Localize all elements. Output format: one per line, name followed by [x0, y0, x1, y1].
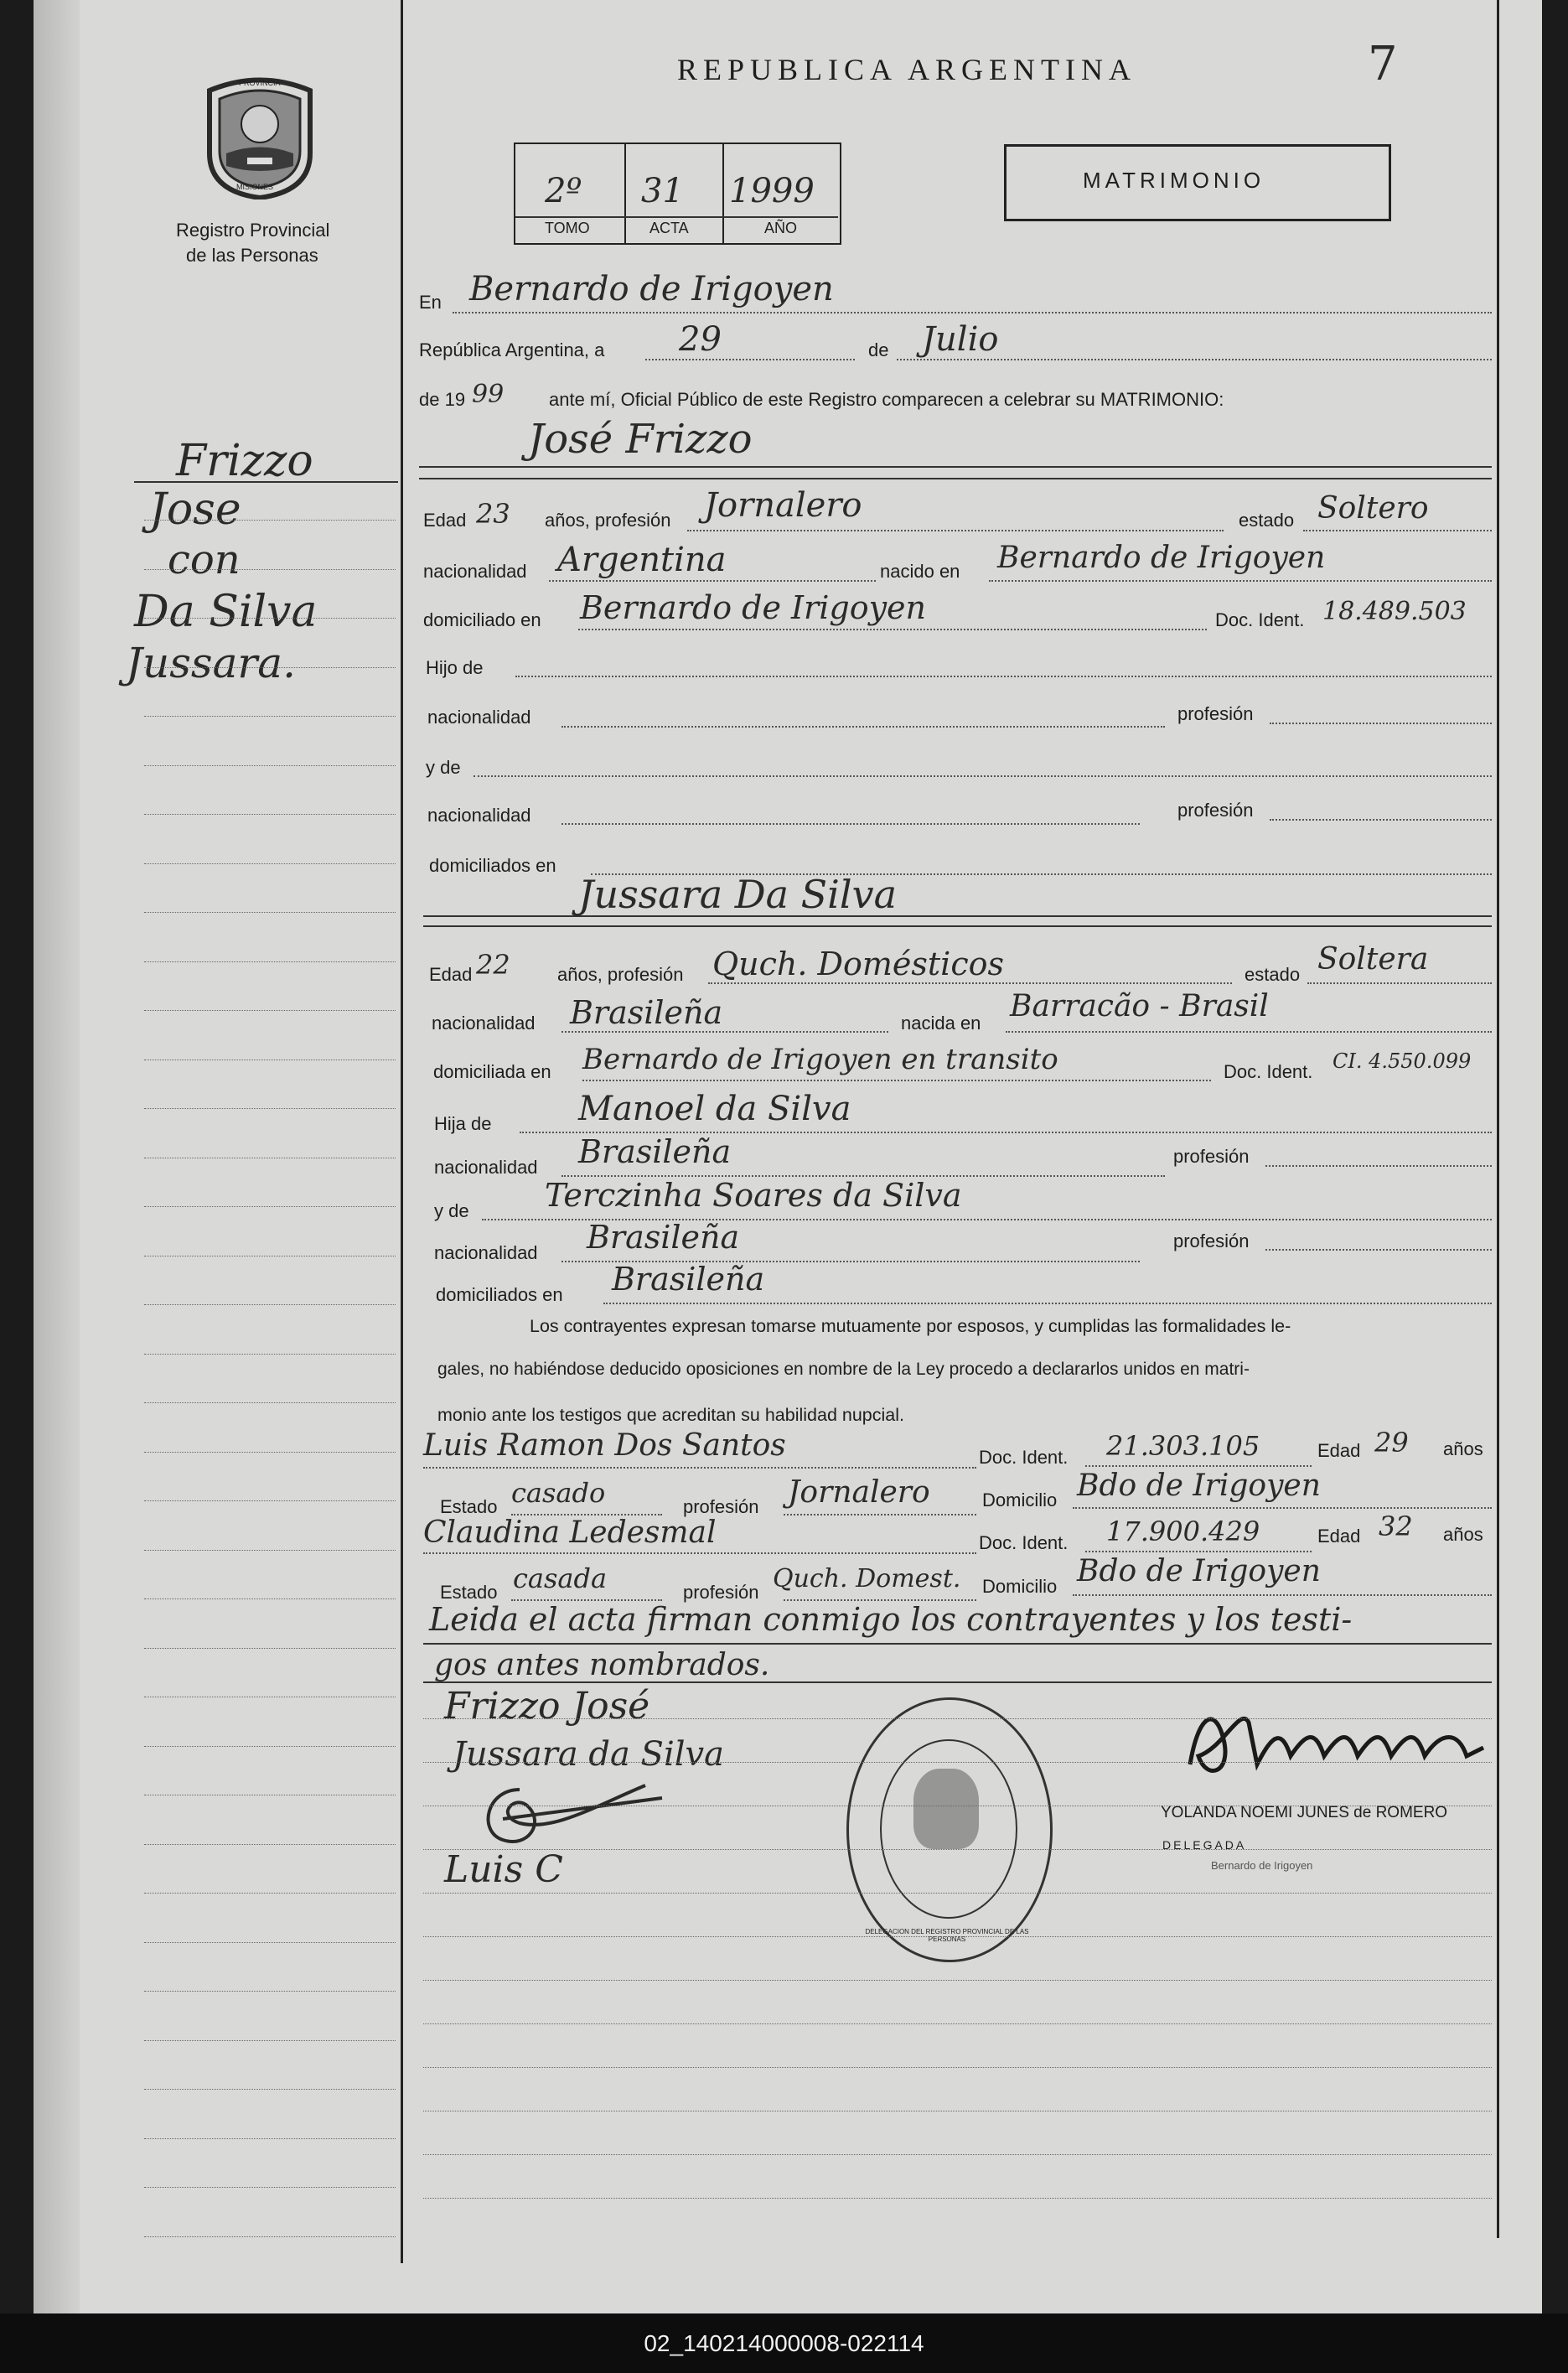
groom-domicile: Bernardo de Irigoyen — [580, 589, 927, 626]
day-line — [645, 359, 855, 360]
bride-y-de-label: y de — [434, 1200, 469, 1221]
page-number: 7 — [1368, 37, 1398, 91]
bride-father-profesion-label: profesión — [1173, 1146, 1250, 1167]
witness1-name: Luis Ramon Dos Santos — [423, 1428, 786, 1463]
groom-nationality: Argentina — [557, 541, 727, 579]
province-seal — [201, 74, 318, 199]
year-prefix: de 19 — [419, 389, 466, 410]
witness2-estado-label: Estado — [440, 1582, 498, 1603]
seal-text-top: PROVINCIA — [239, 79, 281, 87]
bride-age: 22 — [476, 949, 510, 981]
witness2-name: Claudina Ledesmal — [423, 1516, 717, 1550]
groom-estado-line — [1303, 530, 1492, 531]
margin-rule-line — [144, 1500, 396, 1501]
acta-label: ACTA — [649, 220, 689, 236]
bride-father-prof-line — [1265, 1165, 1492, 1167]
groom-signature: Frizzo José — [444, 1685, 650, 1728]
country-title: REPUBLICA ARGENTINA — [677, 53, 1137, 86]
bride-name-line-2 — [423, 925, 1492, 927]
margin-rule-line — [144, 618, 396, 619]
witness1-profession: Jornalero — [788, 1475, 930, 1510]
groom-mother-nacionalidad-label: nacionalidad — [427, 805, 531, 826]
margin-note-line-2: Jose — [149, 484, 241, 535]
margin-note-line-3: con — [168, 536, 241, 583]
groom-father-prof-line — [1270, 723, 1492, 724]
witness2-signature: Luis C — [444, 1848, 563, 1891]
margin-rule-line — [144, 1010, 396, 1011]
witness1-doc: 21.303.105 — [1106, 1430, 1260, 1462]
witness1-profession-line — [784, 1514, 976, 1516]
margin-rule-line — [144, 2040, 396, 2041]
margin-rule-line — [144, 1452, 396, 1453]
margin-rule-line — [144, 912, 396, 913]
margin-note-underline — [134, 481, 398, 483]
witness2-age: 32 — [1379, 1510, 1413, 1542]
official-signature — [1173, 1697, 1492, 1790]
margin-rule-line — [144, 2236, 396, 2237]
groom-profession: Jornalero — [704, 486, 862, 525]
declaration-line-2: gales, no habiéndose deducido oposiciones en nombre de la Ley procedo a declararlos unidos en matri- — [437, 1360, 1250, 1379]
witness1-doc-line — [1085, 1465, 1312, 1467]
lower-rule-line — [423, 1980, 1492, 1981]
margin-rule-line — [144, 2187, 396, 2188]
book-spine — [34, 0, 80, 2313]
groom-nacionalidad-label: nacionalidad — [423, 561, 527, 582]
month-line — [897, 359, 1492, 360]
bride-domicile-line — [582, 1080, 1211, 1081]
bride-mother-nacionalidad-label: nacionalidad — [434, 1242, 538, 1263]
groom-profession-line — [687, 530, 1224, 531]
margin-rule-line — [144, 1942, 396, 1943]
ano-value: 1999 — [729, 172, 815, 210]
bride-father: Manoel da Silva — [578, 1090, 851, 1128]
closing-line-1: Leida el acta firman conmigo los contrayentes y los testi- — [429, 1601, 1353, 1638]
margin-rule-line — [144, 520, 396, 521]
margin-note-line-5: Jussara. — [126, 639, 296, 687]
stamp-ring-text: DELEGACION DEL REGISTRO PROVINCIAL DE LAS PERSONAS — [865, 1928, 1029, 1943]
margin-rule-line — [144, 1844, 396, 1845]
witness2-name-line — [423, 1552, 976, 1554]
bride-parents-domicile-line — [603, 1303, 1492, 1304]
bride-nacida-label: nacida en — [901, 1013, 981, 1034]
bride-profession-line — [708, 982, 1232, 984]
groom-name: José Frizzo — [528, 416, 753, 463]
groom-hijo-label: Hijo de — [426, 657, 484, 678]
act-type: MATRIMONIO — [1083, 168, 1265, 193]
tomo-value: 2º — [545, 172, 582, 210]
lower-rule-line — [423, 1762, 1492, 1763]
stamp-portrait — [913, 1769, 979, 1849]
margin-rule-line — [144, 1354, 396, 1355]
witness2-doc: 17.900.429 — [1106, 1516, 1260, 1547]
witness1-estado-label: Estado — [440, 1496, 498, 1517]
groom-age: 23 — [476, 498, 510, 530]
margin-rule-line — [144, 1648, 396, 1649]
declaration-line-3: monio ante los testigos que acreditan su habilidad nupcial. — [437, 1405, 904, 1425]
box-divider-2 — [722, 142, 724, 243]
groom-mother-nat-line — [561, 823, 1140, 825]
groom-mother-line — [474, 775, 1492, 777]
official-place: Bernardo de Irigoyen — [1211, 1859, 1313, 1872]
margin-rule-line — [144, 1108, 396, 1109]
bride-edad-label: Edad — [429, 964, 473, 985]
margin-rule-line — [144, 667, 396, 668]
bride-nacionalidad-label: nacionalidad — [432, 1013, 536, 1034]
lower-rule-line — [423, 2154, 1492, 2155]
margin-divider — [401, 0, 403, 2263]
groom-edad-label: Edad — [423, 510, 467, 531]
lower-rule-line — [423, 1936, 1492, 1937]
lower-rule-line — [423, 2023, 1492, 2024]
bride-name: Jussara Da Silva — [578, 872, 898, 917]
tomo-label: TOMO — [545, 220, 590, 236]
groom-domiciliado-label: domiciliado en — [423, 609, 541, 630]
groom-mother-profesion-label: profesión — [1177, 800, 1254, 821]
bride-father-nationality: Brasileña — [578, 1133, 732, 1170]
lower-rule-line — [423, 1849, 1492, 1850]
groom-father-nacionalidad-label: nacionalidad — [427, 707, 531, 728]
witness1-domicile-line — [1073, 1507, 1492, 1509]
groom-nacido-label: nacido en — [880, 561, 960, 582]
marriage-day: 29 — [679, 320, 722, 359]
witness1-name-line — [423, 1467, 976, 1469]
groom-estado: Soltero — [1317, 491, 1429, 526]
marriage-place: Bernardo de Irigoyen — [469, 270, 834, 308]
bride-mother-prof-line — [1265, 1249, 1492, 1251]
closing-line-1-rule — [423, 1643, 1492, 1645]
groom-name-line-2 — [419, 478, 1492, 479]
declaration-line-1: Los contrayentes expresan tomarse mutuamente por esposos, y cumplidas las formalidades le- — [530, 1316, 1291, 1336]
official-title: DELEGADA — [1162, 1838, 1247, 1852]
witness2-domicile: Bdo de Irigoyen — [1077, 1554, 1321, 1588]
official-name: YOLANDA NOEMI JUNES de ROMERO — [1161, 1804, 1448, 1821]
witness1-doc-label: Doc. Ident. — [979, 1447, 1069, 1468]
intro-statement: ante mí, Oficial Público de este Registro comparecen a celebrar su MATRIMONIO: — [549, 389, 1224, 410]
witness1-edad-label: Edad — [1317, 1440, 1361, 1461]
witness2-domicile-line — [1073, 1594, 1492, 1596]
marriage-month: Julio — [922, 320, 999, 359]
margin-rule-line — [144, 1598, 396, 1599]
bride-father-nacionalidad-label: nacionalidad — [434, 1157, 538, 1178]
groom-nationality-line — [549, 580, 876, 582]
image-code: 02_140214000008-022114 — [0, 2313, 1568, 2373]
right-border — [1497, 0, 1499, 2238]
witness2-doc-label: Doc. Ident. — [979, 1532, 1069, 1553]
republica-label: República Argentina, a — [419, 339, 605, 360]
bride-estado-label: estado — [1245, 964, 1301, 985]
witness2-estado: casada — [513, 1562, 608, 1594]
margin-rule-line — [144, 2089, 396, 2090]
groom-father-nat-line — [561, 726, 1165, 728]
bride-anos-profesion-label: años, profesión — [557, 964, 684, 985]
groom-birthplace: Bernardo de Irigoyen — [997, 541, 1326, 575]
margin-rule-line — [144, 1893, 396, 1894]
register-page — [34, 0, 1542, 2313]
bride-domiciliada-label: domiciliada en — [433, 1061, 551, 1082]
lower-rule-line — [423, 1893, 1492, 1894]
witness1-estado: casado — [511, 1477, 606, 1509]
closing-line-2: gos antes nombrados. — [434, 1648, 770, 1682]
ano-label: AÑO — [764, 220, 798, 236]
margin-rule-line — [144, 863, 396, 864]
en-label: En — [419, 292, 442, 313]
witness1-profesion-label: profesión — [683, 1496, 759, 1517]
margin-rule-line — [144, 765, 396, 766]
bride-doc: CI. 4.550.099 — [1333, 1049, 1472, 1073]
bride-mother-nationality: Brasileña — [587, 1219, 740, 1256]
margin-rule-line — [144, 814, 396, 815]
seal-text-bottom: MISIONES — [236, 183, 274, 191]
acta-value: 31 — [641, 172, 684, 210]
witness2-doc-line — [1085, 1551, 1312, 1552]
registry-name-line1: Registro Provincial — [176, 220, 330, 241]
de-label: de — [868, 339, 889, 360]
bride-hija-label: Hija de — [434, 1113, 492, 1134]
margin-rule-line — [144, 1402, 396, 1403]
lower-rule-line — [423, 1718, 1492, 1719]
witness1-domicilio-label: Domicilio — [982, 1490, 1058, 1510]
margin-note-line-1: Frizzo — [176, 436, 313, 486]
bride-signature: Jussara da Silva — [453, 1735, 724, 1774]
margin-rule-line — [144, 961, 396, 962]
margin-rule-line — [144, 1206, 396, 1207]
margin-rule-line — [144, 1991, 396, 1992]
margin-rule-line — [144, 1550, 396, 1551]
witness2-profesion-label: profesión — [683, 1582, 759, 1603]
witness2-profession: Quch. Domest. — [773, 1564, 961, 1593]
groom-doc: 18.489.503 — [1322, 597, 1467, 626]
witness1-signature — [469, 1773, 670, 1857]
witness2-anos-label: años — [1443, 1524, 1483, 1545]
margin-rule-line — [144, 569, 396, 570]
witness1-anos-label: años — [1443, 1438, 1483, 1459]
bride-birthplace-line — [1006, 1031, 1492, 1033]
groom-domiciliados-label: domiciliados en — [429, 855, 556, 876]
margin-rule-line — [144, 716, 396, 717]
box-divider-1 — [624, 142, 626, 243]
margin-note-line-4: Da Silva — [134, 587, 318, 637]
bride-doc-label: Doc. Ident. — [1224, 1061, 1313, 1082]
bride-estado: Soltera — [1317, 942, 1429, 977]
lower-rule-line — [423, 2198, 1492, 2199]
bride-domiciliados-label: domiciliados en — [436, 1284, 563, 1305]
marriage-year: 99 — [472, 380, 505, 409]
lower-rule-line — [423, 2067, 1492, 2068]
groom-y-de-label: y de — [426, 757, 461, 778]
bride-estado-line — [1307, 982, 1492, 984]
groom-doc-label: Doc. Ident. — [1215, 609, 1305, 630]
witness1-domicile: Bdo de Irigoyen — [1077, 1469, 1321, 1503]
groom-father-profesion-label: profesión — [1177, 703, 1254, 724]
bride-nationality: Brasileña — [570, 994, 723, 1031]
witness2-edad-label: Edad — [1317, 1526, 1361, 1547]
bride-nationality-line — [561, 1031, 888, 1033]
groom-name-line — [419, 466, 1492, 468]
registry-name-line2: de las Personas — [186, 245, 318, 266]
witness1-age: 29 — [1374, 1427, 1409, 1459]
bride-mother-profesion-label: profesión — [1173, 1231, 1250, 1251]
box-label-rule — [515, 216, 838, 218]
groom-anos-profesion-label: años, profesión — [545, 510, 671, 531]
bride-birthplace: Barracão - Brasil — [1010, 989, 1269, 1023]
groom-birthplace-line — [989, 580, 1492, 582]
groom-domicile-line — [578, 629, 1207, 630]
bride-parents-domicile: Brasileña — [612, 1261, 765, 1298]
bride-profession: Quch. Domésticos — [712, 946, 1004, 982]
groom-father-line — [515, 676, 1492, 677]
margin-rule-line — [144, 1304, 396, 1305]
margin-rule-line — [144, 2138, 396, 2139]
bride-mother: Terczinha Soares da Silva — [545, 1177, 962, 1214]
groom-estado-label: estado — [1239, 510, 1295, 531]
groom-mother-prof-line — [1270, 819, 1492, 821]
place-line — [453, 312, 1492, 313]
margin-rule-line — [144, 1746, 396, 1747]
bride-domicile: Bernardo de Irigoyen en transito — [582, 1043, 1058, 1076]
closing-line-2-rule — [423, 1681, 1492, 1683]
witness2-domicilio-label: Domicilio — [982, 1576, 1058, 1597]
